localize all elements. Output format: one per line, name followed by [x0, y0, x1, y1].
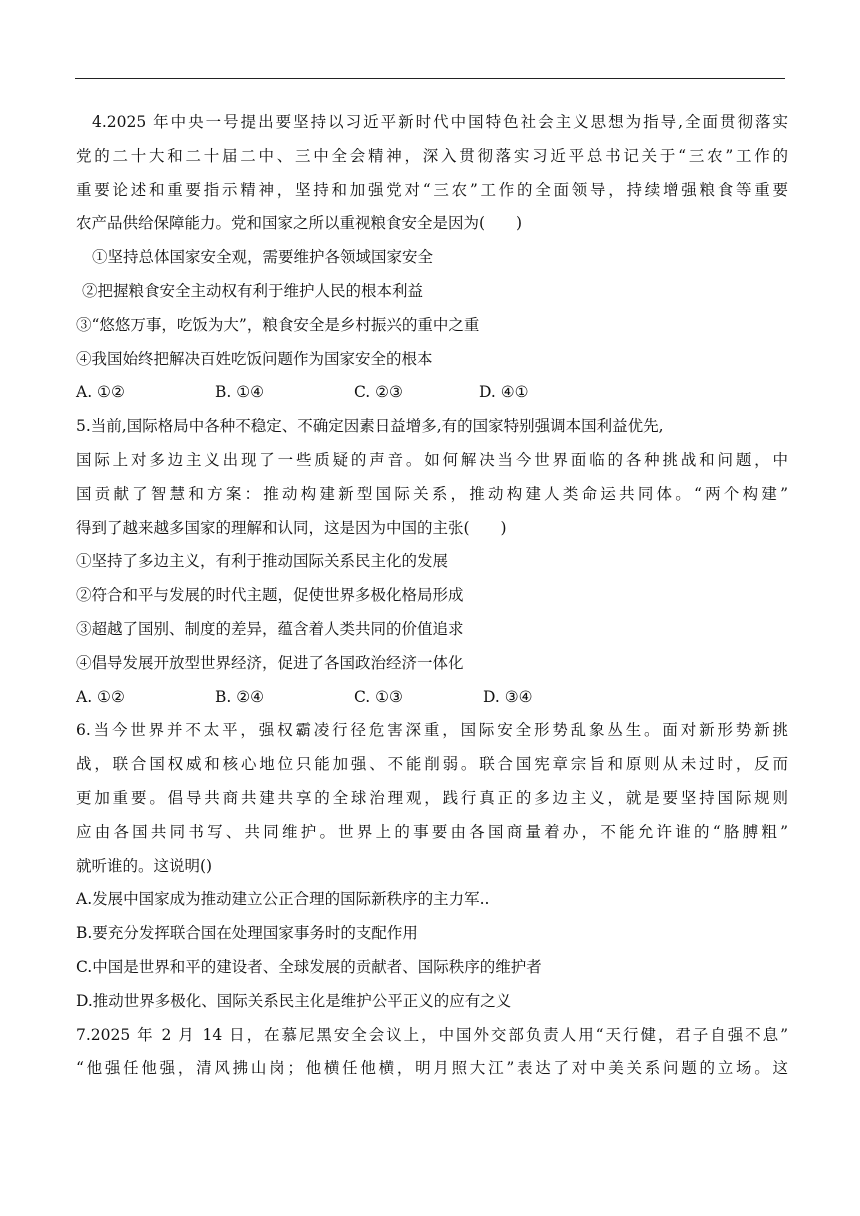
option-a: A. ①② [76, 383, 125, 402]
choice-statement: ①坚持了多边主义，有利于推动国际关系民主化的发展 [76, 552, 449, 571]
question-stem-line: 农产品供给保障能力。党和国家之所以重视粮食安全是因为( ) [76, 214, 523, 233]
answer-options [76, 681, 788, 715]
option-d: D. ③④ [483, 687, 533, 706]
question-stem-line: 重要论述和重要指示精神，坚持和加强党对“三农”工作的全面领导，持续增强粮食等重要 [76, 180, 788, 199]
option-a: A.发展中国家成为推动建立公正合理的国际新秩序的主力军.. [76, 890, 490, 909]
option-c: C. ①③ [354, 687, 403, 706]
option-d: D.推动世界多极化、国际关系民主化是维护公平正义的应有之义 [76, 991, 512, 1010]
question-stem-line: 更加重要。倡导共商共建共享的全球治理观，践行真正的多边主义，就是要坚持国际规则 [76, 788, 788, 807]
option-c: C. ②③ [354, 383, 403, 402]
question-stem-line: “他强任他强，清风拂山岗；他横任他横，明月照大江”表达了对中美关系问题的立场。这 [76, 1059, 788, 1078]
choice-statement: ②符合和平与发展的时代主题，促使世界多极化格局形成 [76, 586, 464, 605]
question-stem-line: 4.2025 年中央一号提出要坚持以习近平新时代中国特色社会主义思想为指导,全面贯彻落实 [92, 113, 788, 131]
choice-statement: ②把握粮食安全主动权有利于维护人民的根本利益 [82, 281, 424, 300]
exam-content [76, 106, 788, 1086]
question-stem-line: 国际上对多边主义出现了一些质疑的声音。如何解决当今世界面临的各种挑战和问题，中 [76, 450, 788, 469]
question-stem-line: 国贡献了智慧和方案：推动构建新型国际关系，推动构建人类命运共同体。“两个构建” [76, 484, 788, 503]
choice-statement: ③“悠悠万事，吃饭为大”，粮食安全是乡村振兴的重中之重 [76, 315, 480, 334]
question-stem-line: 应由各国共同书写、共同维护。世界上的事要由各国商量着办，不能允许谁的“胳膊粗” [76, 822, 788, 841]
option-b: B. ①④ [215, 383, 265, 402]
choice-statement: ①坚持总体国家安全观，需要维护各领域国家安全 [92, 248, 434, 267]
header-rule [75, 78, 785, 79]
question-stem-line: 5.当前,国际格局中各种不稳定、不确定因素日益增多,有的国家特别强调本国利益优先, [76, 417, 664, 436]
question-stem-line: 战，联合国权威和核心地位只能加强、不能削弱。联合国宪章宗旨和原则从未过时，反而 [76, 755, 788, 774]
answer-options [76, 376, 788, 410]
question-7 [76, 1019, 788, 1087]
question-stem-line: 就听谁的。这说明() [76, 856, 213, 875]
option-a: A. ①② [76, 687, 125, 706]
question-stem-line: 7.2025 年 2 月 14 日，在慕尼黑安全会议上，中国外交部负责人用“天行健，君子自强不息” [76, 1025, 788, 1044]
question-stem-line: 得到了越来越多国家的理解和认同，这是因为中国的主张( ) [76, 518, 507, 537]
question-6 [76, 714, 788, 1018]
question-stem-line: 党的二十大和二十届二中、三中全会精神，深入贯彻落实习近平总书记关于“三农”工作的 [76, 146, 788, 165]
choice-statement: ④倡导发展开放型世界经济，促进了各国政治经济一体化 [76, 653, 464, 672]
option-b: B.要充分发挥联合国在处理国家事务时的支配作用 [76, 924, 418, 943]
option-d: D. ④① [479, 383, 529, 402]
question-4 [76, 106, 788, 410]
choice-statement: ③超越了国别、制度的差异，蕴含着人类共同的价值追求 [76, 619, 464, 638]
question-stem-line: 6.当今世界并不太平，强权霸凌行径危害深重，国际安全形势乱象丛生。面对新形势新挑 [76, 721, 788, 740]
choice-statement: ④我国始终把解决百姓吃饭问题作为国家安全的根本 [76, 349, 433, 368]
option-c: C.中国是世界和平的建设者、全球发展的贡献者、国际秩序的维护者 [76, 957, 542, 976]
question-5 [76, 410, 788, 714]
option-b: B. ②④ [215, 687, 265, 706]
